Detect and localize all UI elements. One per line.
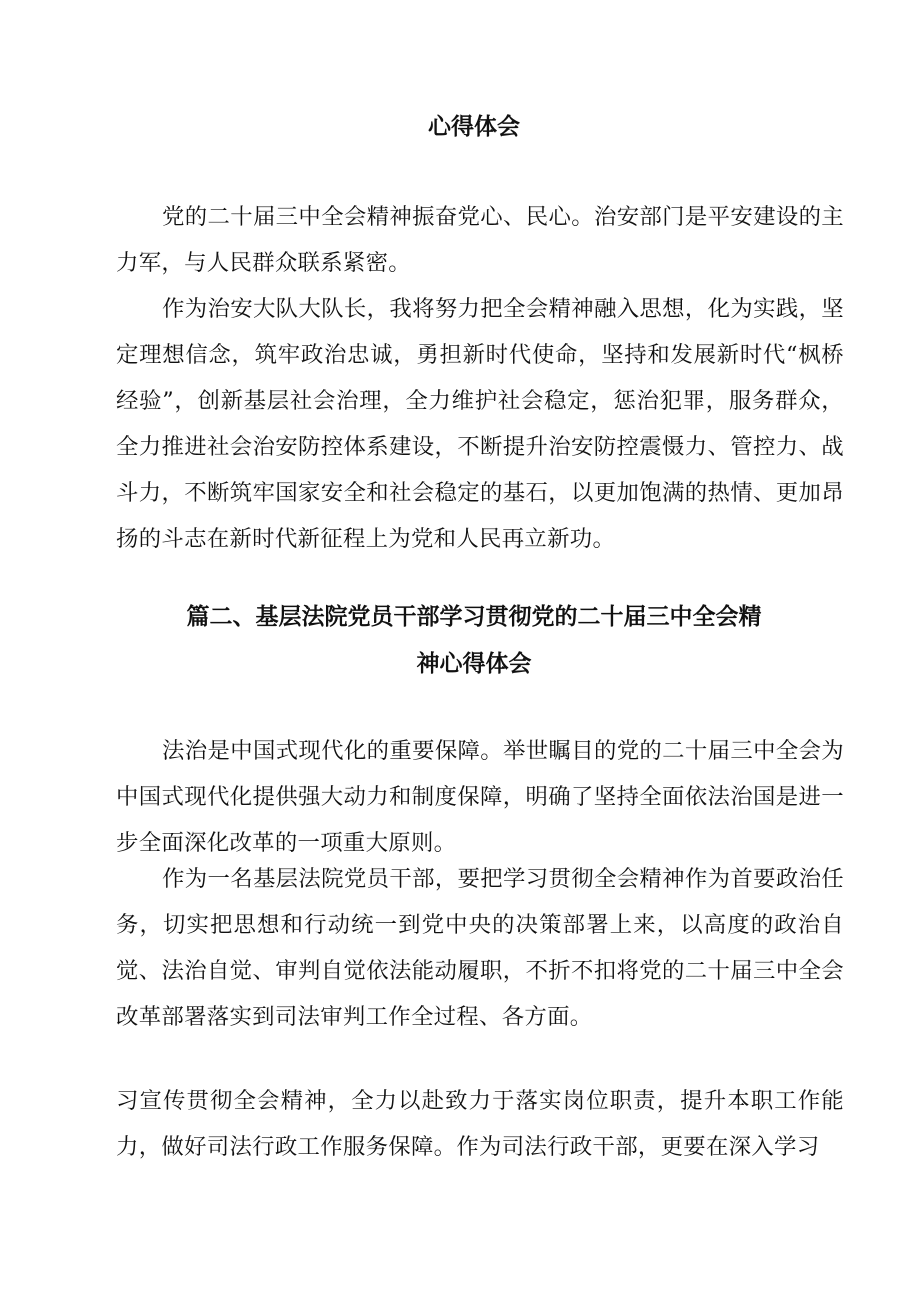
paragraph-intro: 党的二十届三中全会精神振奋党心、民心。治安部门是平安建设的主力军，与人民群众联系紧密。	[116, 204, 844, 276]
paragraph-rule-of-law: 法治是中国式现代化的重要保障。举世瞩目的党的二十届三中全会为中国式现代化提供强大动力和制度保障，明确了坚持全面依法治国是进一步全面深化改革的一项重大原则。	[116, 738, 844, 856]
paragraph-fragment: 习宣传贯彻全会精神，全力以赴致力于落实岗位职责，提升本职工作能力，做好司法行政工作服务保障。作为司法行政干部，更要在深入学习	[116, 1088, 844, 1160]
paragraph-court-cadre: 作为一名基层法院党员干部，要把学习贯彻全会精神作为首要政治任务，切实把思想和行动统一到党中央的决策部署上来，以高度的政治自觉、法治自觉、审判自觉依法能动履职，不折不扣将党的二十届三中全会改革部署落实到司法审判工作全过程、各方面。	[116, 866, 844, 1030]
section-title-line-1: 篇二、基层法院党员干部学习贯彻党的二十届三中全会精	[186, 604, 762, 630]
section-title	[14, 594, 920, 688]
document-title: 心得体会	[428, 114, 520, 140]
section-title-line-2: 神心得体会	[416, 651, 532, 677]
paragraph-commitment: 作为治安大队大队长，我将努力把全会精神融入思想，化为实践，坚定理想信念，筑牢政治忠诚，勇担新时代使命，坚持和发展新时代“枫桥经验”，创新基层社会治理，全力维护社会稳定，惩治犯罪，服务群众，全力推进社会治安防控体系建设，不断提升治安防控震慑力、管控力、战斗力，不断筑牢国家安全和社会稳定的基石，以更加饱满的热情、更加昂扬的斗志在新时代新征程上为党和人民再立新功。	[116, 296, 844, 552]
